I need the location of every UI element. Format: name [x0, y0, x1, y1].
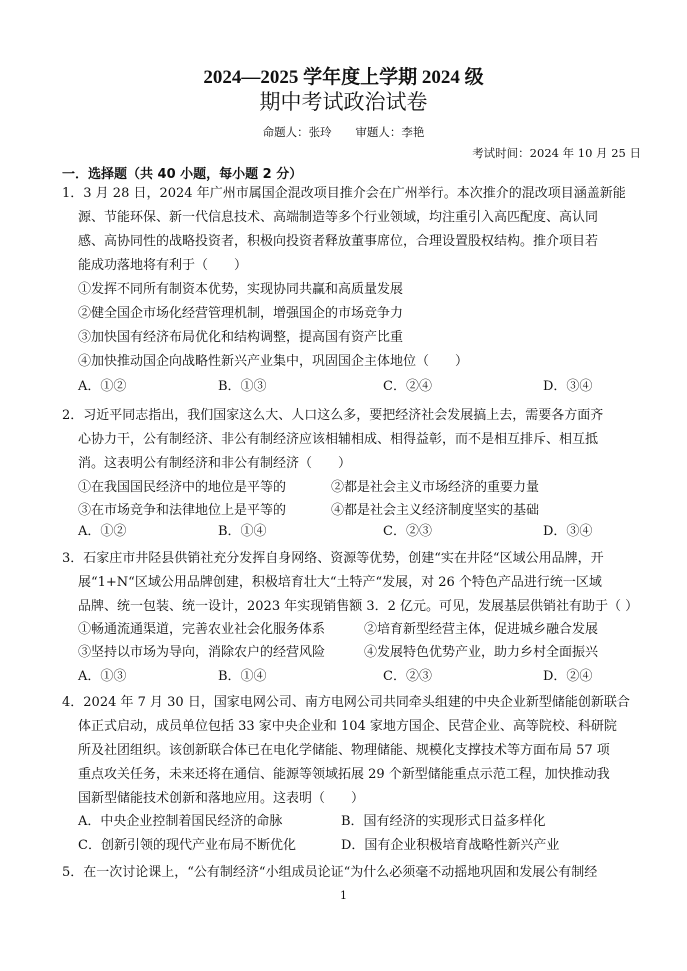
q3-option-d: D．②④: [543, 669, 593, 684]
q4-stem-line: 所及社团组织。该创新联合体已在电化学储能、物理储能、规模化支撑技术等方面布局 57 项: [78, 743, 610, 758]
q3-item: ①畅通流通渠道，完善农业社会化服务体系: [78, 622, 326, 637]
q1-stem-line: 源、节能环保、新一代信息技术、高端制造等多个行业领域，均注重引入高匹配度、高认同: [78, 210, 599, 225]
authors-line: [0, 124, 687, 140]
q4-option-b: B．国有经济的实现形式日益多样化: [341, 814, 546, 829]
q4-stem-line: 4．2024 年 7 月 30 日，国家电网公司、南方电网公司共同牵头组建的中央企业新型储能创新联合: [62, 695, 630, 710]
q1-option-c: C．②④: [383, 379, 432, 394]
q3-stem-line: 展“1+N“区域公用品牌创建，积极培育壮大“土特产“发展，对 26 个特色产品进行统一区域: [78, 575, 602, 590]
q3-option-c: C．②③: [383, 669, 432, 684]
q1-stem-line: 1．3 月 28 日，2024 年广州市属国企混改项目推介会在广州举行。本次推介的混改项目涵盖新能: [62, 186, 626, 201]
q4-stem-line: 重点攻关任务，未来还将在通信、能源等领域拓展 29 个新型储能重点示范工程，加快推动我: [78, 767, 610, 782]
q2-item: ④都是社会主义经济制度坚实的基础: [331, 503, 540, 518]
q4-option-a: A．中央企业控制着国民经济的命脉: [78, 814, 283, 829]
q5-stem-line: 5．在一次讨论课上，“公有制经济“小组成员论证“为什么必须毫不动摇地巩固和发展公有制经: [62, 865, 598, 880]
q2-item: ②都是社会主义市场经济的重要力量: [331, 480, 540, 495]
q2-stem-line: 消。这表明公有制经济和非公有制经济（ ）: [78, 456, 352, 471]
exam-time: 考试时间：2024 年 10 月 25 日: [472, 146, 641, 160]
q3-stem-line: 品牌、统一包装、统一设计，2023 年实现销售额 3．2 亿元。可见，发展基层供销社有助于（ ）: [78, 599, 639, 614]
q4-option-d: D．国有企业积极培育战略性新兴产业: [341, 838, 560, 853]
exam-title-line2: 期中考试政治试卷: [259, 90, 428, 114]
q3-item: ④发展特色优势产业，助力乡村全面振兴: [364, 645, 599, 660]
q3-item: ③坚持以市场为导向，消除农户的经营风险: [78, 645, 326, 660]
q1-stem-line: 感、高协同性的战略投资者，积极向投资者释放董事席位，合理设置股权结构。推介项目若: [78, 234, 599, 249]
q4-stem-line: 国新型储能技术创新和落地应用。这表明（ ）: [78, 791, 365, 806]
q1-item: ④加快推动国企向战略性新兴产业集中，巩固国企主体地位（ ）: [78, 354, 469, 369]
q2-option-a: A．①②: [78, 524, 127, 539]
q3-option-b: B．①④: [218, 669, 267, 684]
q3-stem-line: 3．石家庄市井陉县供销社充分发挥自身网络、资源等优势，创建“实在井陉“区域公用品牌，开: [62, 551, 604, 566]
q4-stem-line: 体正式启动，成员单位包括 33 家中央企业和 104 家地方国企、民营企业、高等院校、科研院: [78, 719, 617, 734]
section-heading: 一．选择题（共 40 小题，每小题 2 分）: [62, 167, 303, 182]
q1-item: ②健全国企市场化经营管理机制，增强国企的市场竞争力: [78, 306, 404, 321]
q2-option-c: C．②③: [383, 524, 432, 539]
exam-title-line1: 2024—2025 学年度上学期 2024 级: [203, 67, 484, 88]
q1-option-d: D．③④: [543, 379, 593, 394]
question-reviewer: 审题人：李艳: [355, 125, 425, 139]
q2-option-d: D．③④: [543, 524, 593, 539]
q4-option-c: C．创新引领的现代产业布局不断优化: [78, 838, 296, 853]
q1-option-b: B．①③: [218, 379, 267, 394]
q1-item: ③加快国有经济布局优化和结构调整，提高国有资产比重: [78, 330, 404, 345]
page-number: 1: [340, 889, 347, 902]
q1-option-a: A．①②: [78, 379, 127, 394]
q2-stem-line: 2．习近平同志指出，我们国家这么大、人口这么多，要把经济社会发展搞上去，需要各方面齐: [62, 408, 604, 423]
question-setter: 命题人：张玲: [262, 125, 332, 139]
q2-stem-line: 心协力干，公有制经济、非公有制经济应该相辅相成、相得益彰，而不是相互排斥、相互抵: [78, 432, 599, 447]
q2-option-b: B．①④: [218, 524, 267, 539]
q3-option-a: A．①③: [78, 669, 127, 684]
q1-item: ①发挥不同所有制资本优势，实现协同共赢和高质量发展: [78, 282, 404, 297]
q3-item: ②培育新型经营主体，促进城乡融合发展: [364, 622, 599, 637]
q1-stem-line: 能成功落地将有利于（ ）: [78, 258, 248, 273]
q2-item: ③在市场竞争和法律地位上是平等的: [78, 503, 287, 518]
q2-item: ①在我国国民经济中的地位是平等的: [78, 480, 287, 495]
